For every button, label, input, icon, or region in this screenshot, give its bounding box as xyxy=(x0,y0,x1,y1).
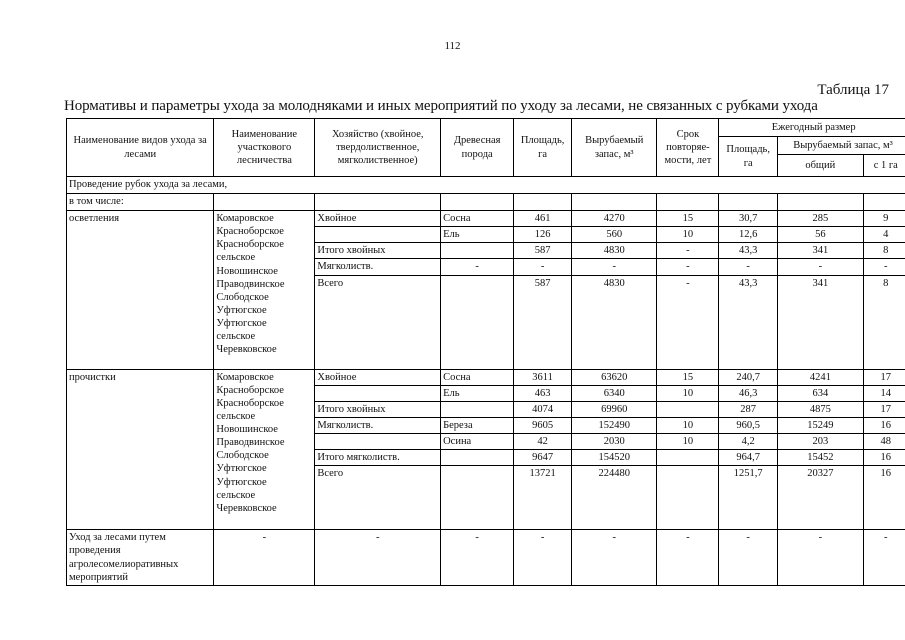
header-stock: Вырубаемый запас, м³ xyxy=(571,119,657,177)
table-cell: Итого хвойных xyxy=(315,401,441,417)
section-label: Проведение рубок ухода за лесами, xyxy=(67,177,905,194)
table-cell: Мягколиств. xyxy=(315,417,441,433)
table-cell: 69960 xyxy=(571,401,657,417)
table-cell: - xyxy=(863,530,905,586)
table-cell: 224480 xyxy=(571,466,657,530)
table-cell: - xyxy=(657,275,719,369)
table-cell: 12,6 xyxy=(719,227,778,243)
table-row xyxy=(67,211,905,227)
table-cell: 8 xyxy=(863,243,905,259)
table-cell: 587 xyxy=(514,275,572,369)
table-cell: 14 xyxy=(863,385,905,401)
table-cell: 20327 xyxy=(778,466,864,530)
table-cell: Сосна xyxy=(441,369,514,385)
table-cell: 48 xyxy=(863,434,905,450)
table-cell: 10 xyxy=(657,227,719,243)
header-type-of-care: Наименование видов ухода за лесами xyxy=(67,119,214,177)
table-cell xyxy=(657,466,719,530)
table-cell: 17 xyxy=(863,401,905,417)
table-cell: 341 xyxy=(778,243,864,259)
table-cell xyxy=(315,227,441,243)
table-cell xyxy=(441,243,514,259)
table-cell: - xyxy=(441,530,514,586)
table-cell: 587 xyxy=(514,243,572,259)
header-total: общий xyxy=(778,155,864,177)
table-cell: 461 xyxy=(514,211,572,227)
table-cell: 42 xyxy=(514,434,572,450)
header-species: Древесная порода xyxy=(441,119,514,177)
table-cell: - xyxy=(441,259,514,275)
table-cell: - xyxy=(657,259,719,275)
table-cell: - xyxy=(571,530,657,586)
table-cell: Итого хвойных xyxy=(315,243,441,259)
table-cell xyxy=(657,401,719,417)
forestry-list: Комаровское Красноборское Красноборское сельское Новошинское Праводвинское Слободское Уфтюгское Уфтюгское сельское Черевковское xyxy=(214,369,315,530)
table-cell: 15249 xyxy=(778,417,864,433)
table-cell: - xyxy=(514,530,572,586)
table-cell: 152490 xyxy=(571,417,657,433)
table-cell: 960,5 xyxy=(719,417,778,433)
table-cell: 16 xyxy=(863,450,905,466)
header-annual-stock: Вырубаемый запас, м³ xyxy=(778,137,905,155)
table-cell: 17 xyxy=(863,369,905,385)
table-cell: 4074 xyxy=(514,401,572,417)
header-period: Срок повторяе-мости, лет xyxy=(657,119,719,177)
table-cell: Итого мягколиств. xyxy=(315,450,441,466)
page-title: Нормативы и параметры ухода за молодняками и иных мероприятий по уходу за лесами, не связанных с рубками ухода xyxy=(64,98,818,114)
table-cell: 3611 xyxy=(514,369,572,385)
table-cell: 63620 xyxy=(571,369,657,385)
header-annual: Ежегодный размер xyxy=(719,119,905,137)
table-cell: - xyxy=(571,259,657,275)
table-cell: - xyxy=(719,530,778,586)
header-annual-area: Площадь, га xyxy=(719,137,778,177)
table-cell: 30,7 xyxy=(719,211,778,227)
table-cell: 964,7 xyxy=(719,450,778,466)
table-cell: - xyxy=(657,243,719,259)
table-cell xyxy=(315,434,441,450)
page-number: 112 xyxy=(444,40,461,52)
table-cell: 341 xyxy=(778,275,864,369)
table-cell: Хвойное xyxy=(315,369,441,385)
table-cell: Всего xyxy=(315,466,441,530)
table-cell xyxy=(441,466,514,530)
table-cell: 8 xyxy=(863,275,905,369)
table-cell xyxy=(657,450,719,466)
table-cell: - xyxy=(214,530,315,586)
table-cell xyxy=(315,385,441,401)
table-cell: 2030 xyxy=(571,434,657,450)
table-cell: Осина xyxy=(441,434,514,450)
table-cell: 4270 xyxy=(571,211,657,227)
table-cell: 9 xyxy=(863,211,905,227)
table-cell: 43,3 xyxy=(719,243,778,259)
table-cell xyxy=(441,401,514,417)
care-norms-table xyxy=(66,118,905,586)
table-row xyxy=(67,369,905,385)
table-cell: 15 xyxy=(657,369,719,385)
care-type-name: осветления xyxy=(67,211,214,370)
table-cell: 6340 xyxy=(571,385,657,401)
table-cell: 4875 xyxy=(778,401,864,417)
section-sub-label: в том числе: xyxy=(67,194,214,211)
table-cell: 10 xyxy=(657,434,719,450)
table-cell: 1251,7 xyxy=(719,466,778,530)
table-cell: 10 xyxy=(657,385,719,401)
table-cell: 9647 xyxy=(514,450,572,466)
table-cell: 16 xyxy=(863,466,905,530)
table-cell: 15 xyxy=(657,211,719,227)
table-cell: 634 xyxy=(778,385,864,401)
table-cell: 15452 xyxy=(778,450,864,466)
table-cell: - xyxy=(514,259,572,275)
care-type-name: прочистки xyxy=(67,369,214,530)
table-cell: Ель xyxy=(441,385,514,401)
table-cell: 4830 xyxy=(571,243,657,259)
table-cell: 4241 xyxy=(778,369,864,385)
table-cell: Береза xyxy=(441,417,514,433)
table-cell: Сосна xyxy=(441,211,514,227)
table-cell xyxy=(441,450,514,466)
table-cell: 4,2 xyxy=(719,434,778,450)
table-cell: 463 xyxy=(514,385,572,401)
header-economy: Хозяйство (хвойное, твердолиственное, мягколиственное) xyxy=(315,119,441,177)
table-cell: 16 xyxy=(863,417,905,433)
table-cell: 43,3 xyxy=(719,275,778,369)
table-cell: 203 xyxy=(778,434,864,450)
agro-care-label: Уход за лесами путем проведения агролесомелиоративных мероприятий xyxy=(67,530,214,586)
table-cell: 9605 xyxy=(514,417,572,433)
table-cell: 240,7 xyxy=(719,369,778,385)
table-cell xyxy=(441,275,514,369)
table-cell: - xyxy=(863,259,905,275)
table-cell: 287 xyxy=(719,401,778,417)
table-cell: 285 xyxy=(778,211,864,227)
table-cell: 56 xyxy=(778,227,864,243)
header-area: Площадь, га xyxy=(514,119,572,177)
table-cell: Хвойное xyxy=(315,211,441,227)
table-cell: Всего xyxy=(315,275,441,369)
table-cell: 4830 xyxy=(571,275,657,369)
table-cell: 4 xyxy=(863,227,905,243)
table-cell: - xyxy=(778,530,864,586)
table-cell: 10 xyxy=(657,417,719,433)
table-cell: 560 xyxy=(571,227,657,243)
table-cell: Мягколиств. xyxy=(315,259,441,275)
table-cell: 13721 xyxy=(514,466,572,530)
table-cell: - xyxy=(719,259,778,275)
table-label: Таблица 17 xyxy=(817,82,889,98)
header-per-ha: с 1 га xyxy=(863,155,905,177)
header-forestry: Наименование участкового лесничества xyxy=(214,119,315,177)
table-cell: - xyxy=(657,530,719,586)
table-cell: - xyxy=(315,530,441,586)
table-cell: Ель xyxy=(441,227,514,243)
table-cell: 126 xyxy=(514,227,572,243)
forestry-list: Комаровское Красноборское Красноборское сельское Новошинское Праводвинское Слободское Уфтюгское Уфтюгское сельское Черевковское xyxy=(214,211,315,370)
table-cell: - xyxy=(778,259,864,275)
table-cell: 154520 xyxy=(571,450,657,466)
table-cell: 46,3 xyxy=(719,385,778,401)
